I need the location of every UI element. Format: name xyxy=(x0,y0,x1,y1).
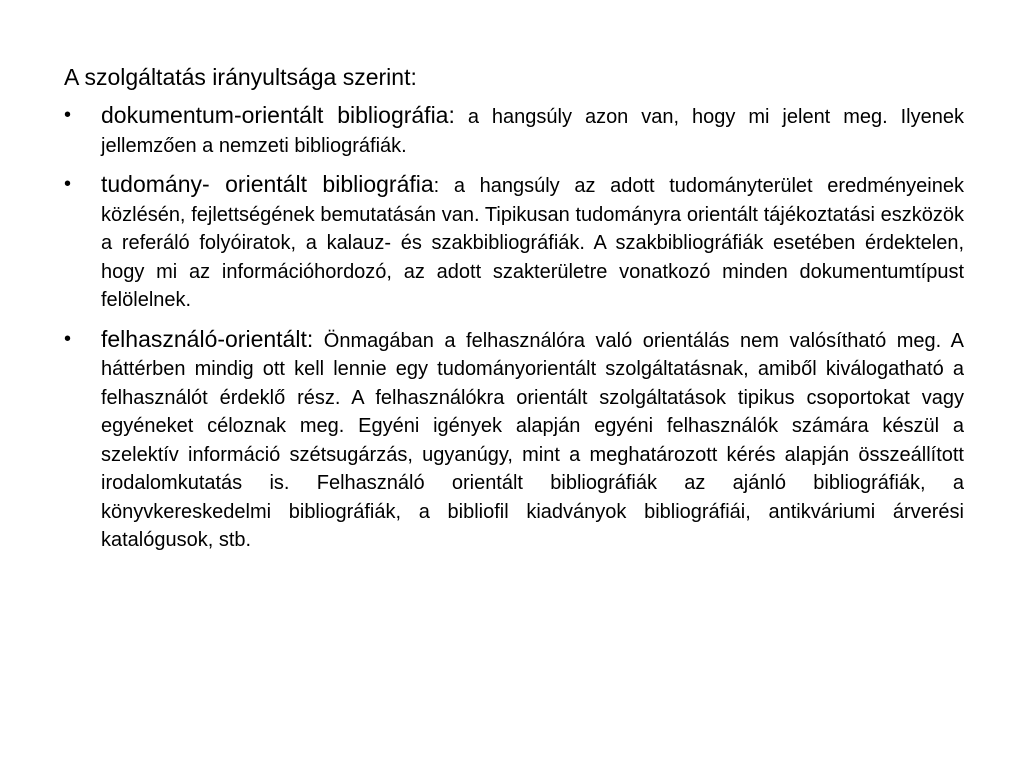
bullet-term: dokumentum-orientált bibliográfia: xyxy=(101,102,455,128)
bullet-item-document-oriented xyxy=(64,101,964,160)
bullet-icon: • xyxy=(64,104,72,126)
bullet-term: felhasználó-orientált: xyxy=(101,325,314,352)
bullet-item-science-oriented xyxy=(64,170,964,315)
bullet-description: : a hangsúly az adott tudományterület eredményeinek közlésén, fejlettségének bemutatásán van. Tipikusan tudományra orientált tájékoztatási eszközök a referáló folyóiratok, a kalauz- és szakbibliográfiák. A szakbibliográfiák esetében érdektelen, hogy mi az információhordozó, az adott szakterületre vonatkozó minden dokumentumtípust felölelnek. xyxy=(101,175,964,311)
bullet-list xyxy=(64,101,964,565)
bullet-icon: • xyxy=(64,327,72,350)
bullet-item-user-oriented xyxy=(64,325,964,555)
bullet-description: a hangsúly azon van, hogy mi jelent meg. Ilyenek jellemzően a nemzeti bibliográfiák. xyxy=(101,106,964,157)
bullet-description: Önmagában a felhasználóra való orientálás nem valósítható meg. A háttérben mindig ott kell lennie egy tudományorientált szolgáltatásnak, amiből kiválogatható a felhasználót érdeklő rész. A felhasználókra orientált szolgáltatások tipikus csoportokat vagy egyéneket céloznak meg. Egyéni igények alapján egyéni felhasználók számára készül a szelektív információ szétsugárzás, ugyanúgy, mint a meghatározott kérés alapján összeállított irodalomkutatás is. Felhasználó orientált bibliográfiák az ajánló bibliográfiák, a könyvkereskedelmi bibliográfiák, a bibliofil kiadványok bibliográfiái, antikváriumi árverési katalógusok, stb. xyxy=(101,329,964,551)
bullet-term: tudomány- orientált bibliográfia xyxy=(101,171,434,197)
bullet-icon: • xyxy=(64,173,72,195)
slide-heading: A szolgáltatás irányultsága szerint: xyxy=(64,64,417,90)
